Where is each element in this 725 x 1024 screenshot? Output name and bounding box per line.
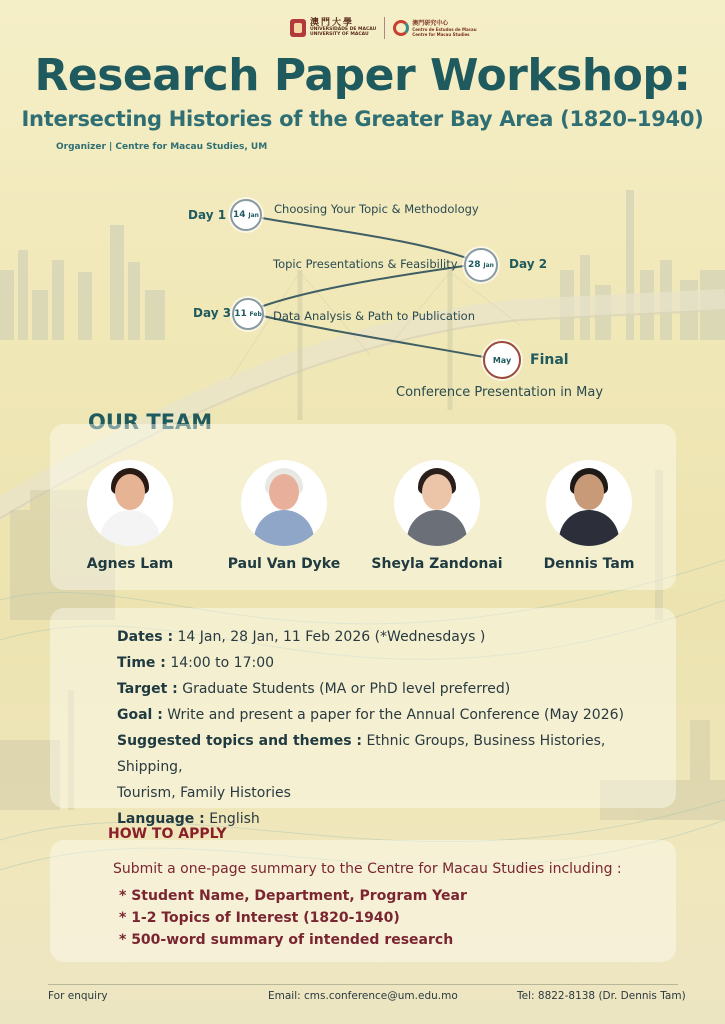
topics-line: Suggested topics and themes : Ethnic Groups, Business Histories, Shipping, (117, 733, 606, 775)
day2-date-circle: 28 Jan (464, 248, 498, 282)
cms-name-pt: Centro de Estudos de Macau (412, 26, 477, 32)
day3-date-circle: 11 Feb (232, 298, 264, 330)
page-subtitle: Intersecting Histories of the Greater Bay Area (1820–1940) (21, 107, 704, 131)
cms-name-en: Centre for Macau Studies (412, 31, 470, 37)
footer-tel[interactable]: Tel: 8822-8138 (Dr. Dennis Tam) (517, 990, 686, 1002)
um-name-pt: UNIVERSIDADE DE MACAU (310, 27, 377, 32)
apply-item: * 500-word summary of intended research (119, 932, 454, 948)
team-heading: OUR TEAM (88, 410, 213, 434)
final-topic: Conference Presentation in May (396, 385, 604, 400)
member-name: Dennis Tam (543, 556, 635, 572)
um-logo (290, 19, 376, 37)
target-line: Target : Graduate Students (MA or PhD level preferred) (117, 681, 511, 697)
um-name-zh: 澳門大學 (310, 18, 355, 28)
avatar (546, 460, 632, 546)
team-member-agnes-lam (55, 460, 205, 572)
avatar (87, 460, 173, 546)
day1-label: Day 1 (188, 208, 227, 222)
apply-list (119, 885, 467, 951)
final-label: Final (530, 352, 569, 368)
day3-label: Day 3 (193, 306, 232, 320)
member-name: Sheyla Zandonai (371, 556, 503, 572)
language-line: Language : English (117, 811, 260, 827)
member-name: Agnes Lam (86, 556, 174, 572)
apply-intro: Submit a one-page summary to the Centre for Macau Studies including : (113, 861, 622, 877)
team-member-paul-van-dyke (209, 460, 359, 572)
day1-date-circle: 14 Jan (230, 199, 262, 231)
apply-heading: HOW TO APPLY (108, 826, 227, 842)
um-name-en: UNIVERSITY OF MACAU (310, 32, 369, 37)
apply-item: * 1-2 Topics of Interest (1820-1940) (119, 910, 400, 926)
avatar (241, 460, 327, 546)
goal-line: Goal : Write and present a paper for the Annual Conference (May 2026) (117, 707, 624, 723)
final-date-circle: May (483, 341, 521, 379)
footer-email[interactable]: Email: cms.conference@um.edu.mo (268, 990, 458, 1002)
cms-name-zh: 澳門研究中心 (412, 19, 449, 27)
page-title: Research Paper Workshop: (34, 50, 691, 101)
member-name: Paul Van Dyke (227, 556, 341, 572)
topics-line-continued: Tourism, Family Histories (117, 785, 291, 801)
logo-bar (290, 17, 477, 39)
day2-label: Day 2 (509, 257, 548, 271)
time-line: Time : 14:00 to 17:00 (117, 655, 275, 671)
day2-topic: Topic Presentations & Feasibility (273, 257, 458, 271)
um-seal-icon (290, 19, 306, 37)
day3-topic: Data Analysis & Path to Publication (273, 309, 476, 323)
team-member-sheyla-zandonai (362, 460, 512, 572)
day1-topic: Choosing Your Topic & Methodology (274, 202, 479, 216)
footer-enquiry: For enquiry (48, 990, 108, 1002)
footer-divider (48, 984, 678, 985)
dates-line: Dates : 14 Jan, 28 Jan, 11 Feb 2026 (*Wednesdays ) (117, 629, 486, 645)
details-list (117, 624, 657, 832)
organizer-line: Organizer | Centre for Macau Studies, UM (56, 142, 268, 152)
team-member-dennis-tam (514, 460, 664, 572)
logo-divider (384, 17, 385, 39)
cms-mark-icon (393, 20, 409, 36)
avatar (394, 460, 480, 546)
cms-logo (393, 20, 476, 37)
apply-item: * Student Name, Department, Program Year (119, 888, 467, 904)
